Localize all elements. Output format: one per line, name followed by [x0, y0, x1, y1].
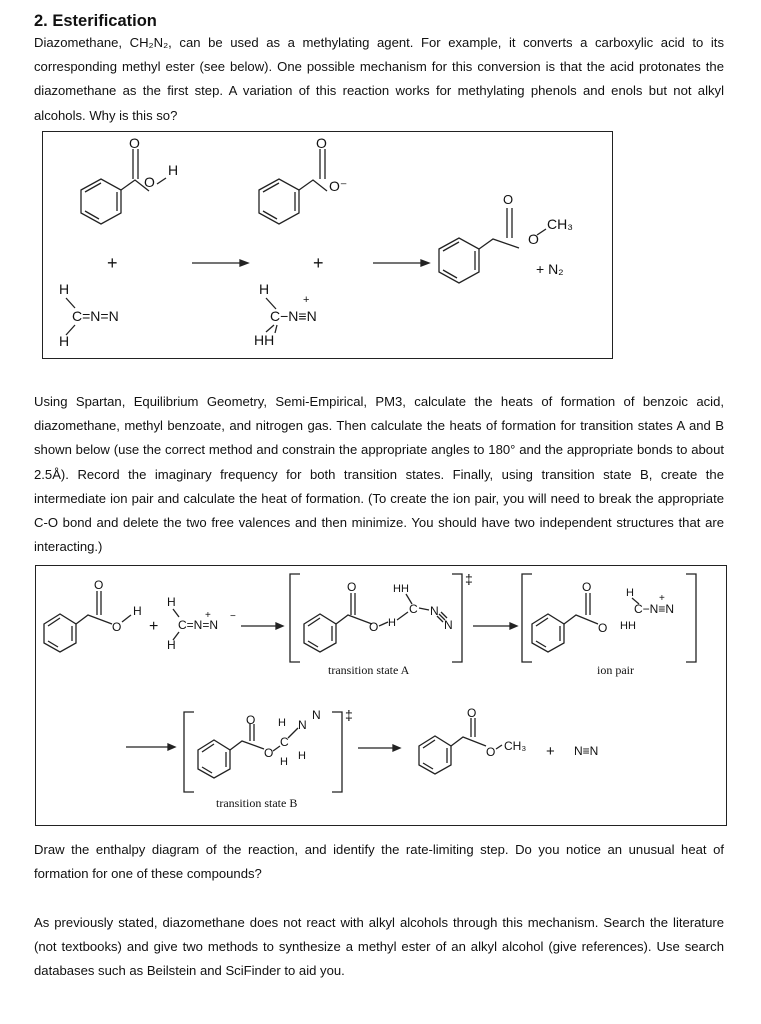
product-methyl-benzoate	[419, 706, 526, 774]
ts-b-structure	[198, 708, 321, 778]
ion-pair-h-top: H	[626, 587, 634, 599]
cation-hh: HH	[254, 332, 275, 348]
plus-sign-2: +	[313, 253, 324, 273]
r-diazo-plus: +	[205, 610, 211, 621]
ts-b-brackets	[184, 712, 342, 792]
ion-pair-hh: HH	[620, 620, 636, 632]
ion-pair-o: O	[598, 621, 608, 635]
r-diazo-h-bottom: H	[167, 638, 176, 652]
benzoate-carbonyl-o: O	[316, 135, 327, 151]
ts-b-h-top: H	[278, 717, 286, 729]
cation-h-top: H	[259, 281, 270, 297]
ts-b-n2: N	[312, 708, 321, 722]
r-diazo-h-top: H	[167, 595, 176, 609]
product-o: O	[486, 745, 496, 759]
r-diazo-minus: −	[230, 611, 236, 622]
plus-sign-4: +	[546, 743, 555, 760]
ts-a-brackets	[290, 574, 462, 662]
reaction-arrow-5	[126, 744, 175, 750]
benzoate-o-minus: O⁻	[329, 178, 348, 194]
label-transition-state-a: transition state A	[328, 663, 410, 677]
intro-paragraph: Diazomethane, CH₂N₂, can be used as a methylating agent. For example, it converts a carboxylic acid to its corresponding methyl ester (see below). One possible mechanism for this conversion is that the acid protonates the diazomethane as the first step. A variation of this reaction works for methylating phenols and enols but not alkyl alcohols. Why is this so?	[34, 35, 724, 123]
diazomethane-structure	[59, 281, 119, 349]
reaction-arrow-3	[241, 623, 283, 629]
diazomethane-h-top: H	[59, 281, 70, 297]
ts-b-n: N	[298, 718, 307, 732]
ts-b-carbonyl-o: O	[246, 713, 256, 727]
ts-a-o: O	[369, 620, 379, 634]
method-paragraph: Using Spartan, Equilibrium Geometry, Semi-Empirical, PM3, calculate the heats of formation of benzoic acid, diazomethane, methyl benzoate, and nitrogen gas. Then calculate the heats of formation for transition states A and B shown below (use the correct method and constrain the appropriate angles to 180° and the appropriate bonds to about 2.5Å). Record the imaginary frequency for both transition states. Finally, using transition state B, create the intermediate ion pair and calculate the heat of formation. (To create the ion pair, you will need to break the appropriate C-O bond and delete the two free valences and then minimize. You should have two independent structures that are interacting.)	[34, 394, 724, 555]
plus-sign-1: +	[107, 253, 118, 273]
ts-a-double-dagger: ‡	[465, 571, 473, 587]
ts-b-c: C	[280, 735, 289, 749]
ester-ch3: CH₃	[547, 216, 573, 232]
r-diazo-formula: C=N=N	[178, 618, 219, 632]
label-transition-state-b: transition state B	[216, 796, 298, 810]
methyldiazonium-formula: C−N≡N	[270, 308, 317, 324]
product-carbonyl-o: O	[467, 706, 477, 720]
ts-a-structure	[304, 580, 453, 652]
ion-pair-cation: C−N≡N	[634, 602, 675, 616]
ts-a-n2: N	[444, 618, 453, 632]
methyldiazonium-structure	[254, 281, 317, 348]
ts-b-double-dagger: ‡	[345, 707, 353, 723]
product-n2: N≡N	[574, 744, 599, 758]
acid-hydroxyl-o: O	[144, 174, 155, 190]
ts-a-n: N	[430, 604, 439, 618]
reaction-arrow-2	[373, 260, 429, 266]
reactant-benzoic-acid	[44, 578, 142, 652]
ion-pair-carbonyl-o: O	[582, 580, 592, 594]
r-hydroxyl-o: O	[112, 620, 122, 634]
ion-pair-plus: +	[659, 593, 665, 604]
ts-a-carbonyl-o: O	[347, 580, 357, 594]
benzoate-structure	[259, 135, 347, 224]
reactant-diazomethane	[167, 595, 236, 652]
ts-b-h-right: H	[298, 750, 306, 762]
scheme-2-drawing	[36, 566, 726, 825]
plus-sign-3: +	[149, 618, 159, 635]
reaction-arrow-1	[192, 260, 248, 266]
scheme-1-drawing	[43, 132, 612, 358]
section-title: 2. Esterification	[34, 12, 157, 30]
ester-o: O	[528, 231, 539, 247]
scheme-1-box	[42, 131, 613, 359]
ts-a-h: H	[388, 617, 396, 629]
acid-h: H	[168, 162, 179, 178]
cation-plus: +	[303, 294, 310, 306]
reaction-arrow-6	[358, 745, 400, 751]
label-ion-pair: ion pair	[597, 663, 634, 677]
ion-pair-brackets	[522, 574, 696, 662]
ts-b-o: O	[264, 746, 274, 760]
diazomethane-h-bottom: H	[59, 333, 70, 349]
r-h: H	[133, 604, 142, 618]
ts-a-hh: HH	[393, 583, 409, 595]
ts-b-h-bottom: H	[280, 756, 288, 768]
acid-carbonyl-o: O	[129, 135, 140, 151]
enthalpy-paragraph: Draw the enthalpy diagram of the reaction, and identify the rate-limiting step. Do you notice an unusual heat of formation for one of these compounds?	[34, 842, 724, 882]
reaction-arrow-4	[473, 623, 517, 629]
diazomethane-formula: C=N=N	[72, 308, 119, 324]
benzoic-acid-structure	[81, 135, 178, 224]
product-ch3: CH₃	[504, 739, 527, 753]
ester-carbonyl-o: O	[503, 192, 514, 207]
ion-pair-structure	[532, 580, 674, 652]
literature-paragraph: As previously stated, diazomethane does not react with alkyl alcohols through this mechanism. Search the literature (not textbooks) and give two methods to synthesize a methyl ester of an alkyl alcohol (give references). Use search databases such as Beilstein and SciFinder to aid you.	[34, 915, 724, 979]
r-carbonyl-o: O	[94, 578, 104, 592]
ts-a-c: C	[409, 602, 418, 616]
scheme-2-box	[35, 565, 727, 826]
n2-product: + N₂	[536, 261, 564, 277]
